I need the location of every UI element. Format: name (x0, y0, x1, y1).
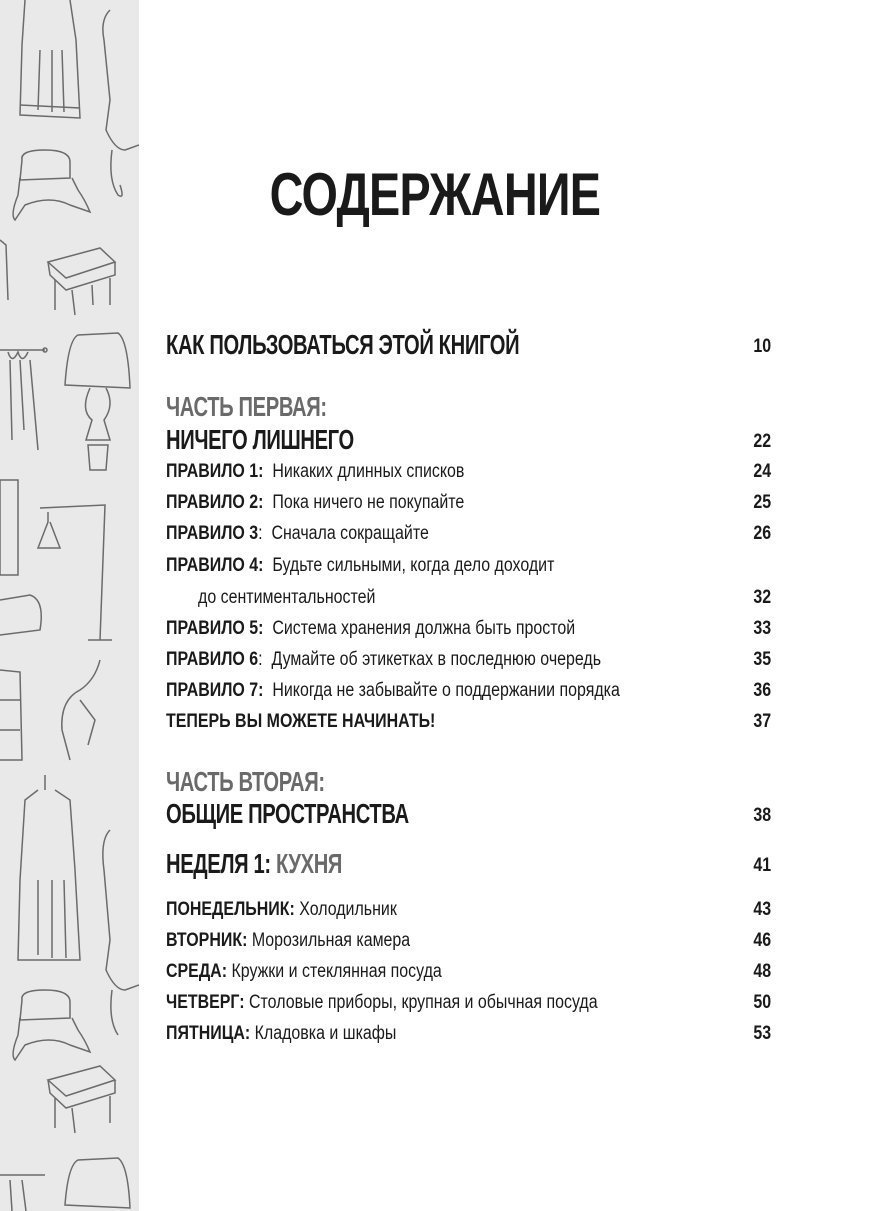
toc-entry-closing[interactable] (166, 709, 771, 735)
toc-entry-day-thursday[interactable] (166, 990, 771, 1016)
rule-label: ПРАВИЛО 5: (166, 618, 264, 639)
toc-entry-rule-4[interactable] (166, 553, 771, 579)
toc-entry-part1[interactable] (166, 423, 771, 457)
dress-icon (20, 0, 80, 118)
day-label: ПЯТНИЦА: (166, 1023, 251, 1044)
page-number: 32 (753, 587, 771, 608)
rule-text: до сентиментальностей (198, 587, 376, 608)
page-number: 48 (753, 961, 771, 982)
toc-entry-intro[interactable] (166, 328, 771, 362)
page-number: 22 (753, 431, 771, 452)
rule-label: ПРАВИЛО 1: (166, 461, 264, 482)
page-number: 41 (753, 855, 771, 876)
page-number: 36 (753, 680, 771, 701)
lamp-icon (65, 1158, 130, 1208)
page-number: 46 (753, 930, 771, 951)
floor-lamp-icon (38, 505, 112, 640)
rule-text: Думайте об этикетках в последнюю очередь (271, 649, 602, 670)
day-label: СРЕДА: (166, 961, 228, 982)
dresser-icon (0, 670, 22, 760)
toc-entry-rule-6[interactable]: ПРАВИЛО 6: Думайте об этикетках в последнюю очередь 35 (166, 647, 771, 673)
toc-entry-rule-4-cont[interactable] (198, 585, 771, 611)
page-title: СОДЕРЖАНИЕ (269, 161, 600, 228)
stool-icon (48, 1066, 115, 1133)
rule-label: ПРАВИЛО 3 (166, 523, 259, 544)
page-number: 37 (753, 711, 771, 732)
toc-entry-day-tuesday[interactable] (166, 928, 771, 954)
page-number: 53 (753, 1023, 771, 1044)
part1-kicker: ЧАСТЬ ПЕРВАЯ: (166, 391, 327, 422)
page-number: 33 (753, 618, 771, 639)
day-label: ЧЕТВЕРГ: (166, 992, 245, 1013)
toc-entry-label: КАК ПОЛЬЗОВАТЬСЯ ЭТОЙ КНИГОЙ (166, 329, 520, 360)
day-label: ПОНЕДЕЛЬНИК: (166, 899, 295, 920)
toc-entry-label: ТЕПЕРЬ ВЫ МОЖЕТЕ НАЧИНАТЬ! (166, 711, 436, 732)
curtain-icon (0, 348, 47, 450)
page-number: 25 (753, 492, 771, 513)
ottoman-icon (13, 990, 90, 1060)
rule-label: ПРАВИЛО 2: (166, 492, 264, 513)
chair-icon (103, 830, 139, 1035)
toc-entry-rule-7[interactable] (166, 678, 771, 704)
rule-text: Никогда не забывайте о поддержании порядка (272, 680, 620, 701)
toc-entry-day-monday[interactable] (166, 897, 771, 923)
cat-icon (62, 660, 100, 760)
rule-text: Будьте сильными, когда дело доходит (272, 555, 555, 576)
page-number: 24 (753, 461, 771, 482)
toc-entry-rule-2[interactable] (166, 490, 771, 516)
toc-entry-label: НИЧЕГО ЛИШНЕГО (166, 424, 354, 455)
rule-text: Никаких длинных списков (272, 461, 465, 482)
lamp-icon (65, 333, 130, 470)
mirror-icon (0, 480, 18, 575)
toc-entry-rule-5[interactable] (166, 616, 771, 642)
rule-text: Система хранения должна быть простой (272, 618, 576, 639)
toc-entry-day-wednesday[interactable] (166, 959, 771, 985)
pillows-icon (0, 595, 41, 635)
part2-kicker: ЧАСТЬ ВТОРАЯ: (166, 766, 325, 797)
rule-label: ПРАВИЛО 4: (166, 555, 264, 576)
toc-entry-label: ОБЩИЕ ПРОСТРАНСТВА (166, 798, 409, 829)
chair-leg-icon (0, 240, 8, 300)
week-name: КУХНЯ (275, 848, 343, 879)
toc-entry-rule-1[interactable] (166, 459, 771, 485)
week-label: НЕДЕЛЯ 1: (166, 848, 271, 879)
dress-icon (18, 775, 80, 960)
page-number: 50 (753, 992, 771, 1013)
page-number: 26 (753, 523, 771, 544)
toc-entry-part2[interactable] (166, 797, 771, 831)
rule-text: Пока ничего не покупайте (272, 492, 465, 513)
rule-label: ПРАВИЛО 6 (166, 649, 259, 670)
page-number: 10 (753, 336, 771, 357)
stool-icon (48, 248, 115, 315)
page-number: 35 (753, 649, 771, 670)
page-number: 38 (753, 805, 771, 826)
toc-entry-day-friday[interactable] (166, 1021, 771, 1047)
curtain-icon (0, 1175, 45, 1211)
day-text: Столовые приборы, крупная и обычная посуда (249, 992, 598, 1013)
day-label: ВТОРНИК: (166, 930, 248, 951)
day-text: Кружки и стеклянная посуда (231, 961, 442, 982)
day-text: Кладовка и шкафы (254, 1023, 397, 1044)
day-text: Холодильник (299, 899, 397, 920)
page-number: 43 (753, 899, 771, 920)
toc-entry-rule-3[interactable]: ПРАВИЛО 3: Сначала сокращайте 26 (166, 521, 771, 547)
day-text: Морозильная камера (251, 930, 411, 951)
rule-text: Сначала сокращайте (271, 523, 429, 544)
toc-entry-week-1[interactable] (166, 847, 771, 881)
rule-label: ПРАВИЛО 7: (166, 680, 264, 701)
